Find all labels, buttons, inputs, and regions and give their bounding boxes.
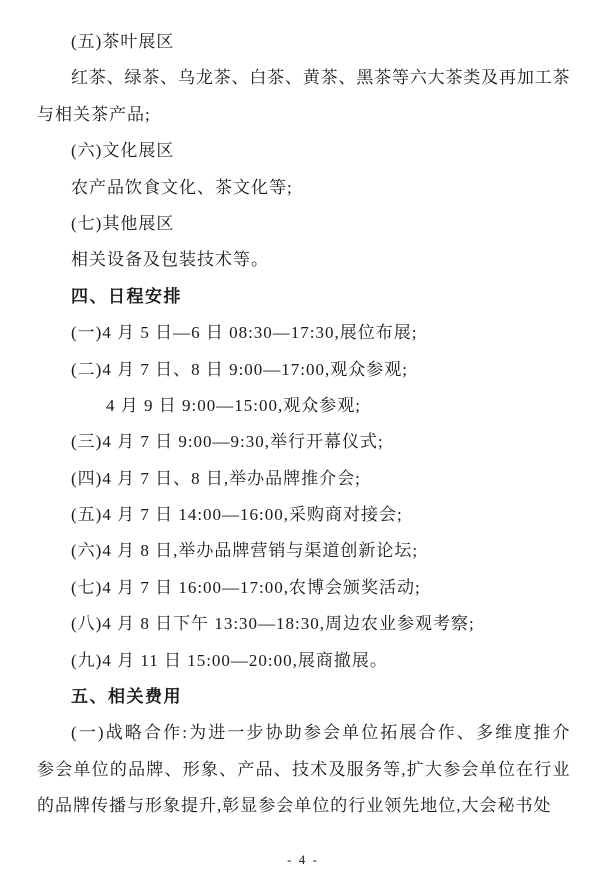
text-line: 与相关茶产品; <box>37 104 151 124</box>
text-line: (五)茶叶展区 <box>71 32 175 51</box>
text-line: (一)4 月 5 日—6 日 08:30—17:30,展位布展; <box>71 323 418 343</box>
text-line: 的品牌传播与形象提升,彰显参会单位的行业领先地位,大会秘书处 <box>37 796 552 816</box>
section-heading: 五、相关费用 <box>71 687 182 707</box>
text-line: 相关设备及包装技术等。 <box>71 250 269 270</box>
text-line: (六)4 月 8 日,举办品牌营销与渠道创新论坛; <box>71 541 419 561</box>
text-line: (六)文化展区 <box>71 141 175 161</box>
text-line: (八)4 月 8 日下午 13:30—18:30,周边农业参观考察; <box>71 614 475 634</box>
page-number: - 4 - <box>287 852 319 867</box>
text-line: 4 月 9 日 9:00—15:00,观众参观; <box>106 395 361 415</box>
text-line: 红茶、绿茶、乌龙茶、白茶、黄茶、黑茶等六大茶类及再加工茶 <box>71 68 570 88</box>
text-line: (五)4 月 7 日 14:00—16:00,采购商对接会; <box>71 505 403 525</box>
text-line: 农产品饮食文化、茶文化等; <box>71 177 293 197</box>
text-line: (一)战略合作:为进一步协助参会单位拓展合作、多维度推介 <box>71 723 570 743</box>
text-line: (九)4 月 11 日 15:00—20:00,展商撤展。 <box>71 650 388 670</box>
document-body <box>37 24 570 825</box>
text-line: (三)4 月 7 日 9:00—9:30,举行开幕仪式; <box>71 432 384 452</box>
text-line: (四)4 月 7 日、8 日,举办品牌推介会; <box>71 468 361 488</box>
text-line: (二)4 月 7 日、8 日 9:00—17:00,观众参观; <box>71 359 408 379</box>
text-line: (七)其他展区 <box>71 213 175 233</box>
text-line: (七)4 月 7 日 16:00—17:00,农博会颁奖活动; <box>71 577 421 597</box>
text-line: 参会单位的品牌、形象、产品、技术及服务等,扩大参会单位在行业 <box>37 759 570 779</box>
section-heading: 四、日程安排 <box>71 286 182 306</box>
